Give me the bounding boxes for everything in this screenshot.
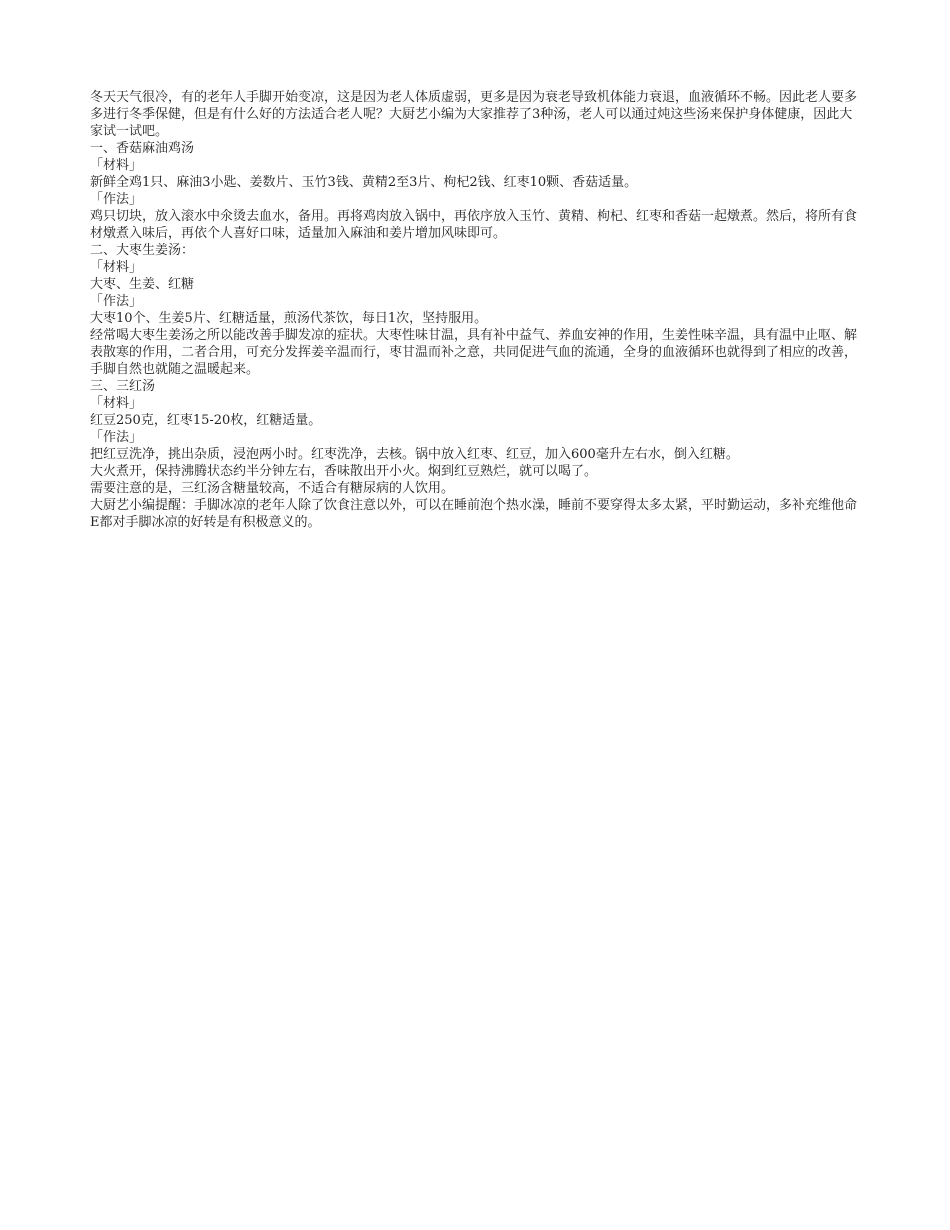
- section-2-method: 大枣10个、生姜5片、红糖适量，煎汤代茶饮，每日1次，坚持服用。: [90, 311, 488, 326]
- intro-paragraph: 冬天天气很冷，有的老年人手脚开始变凉，这是因为老人体质虚弱，更多是因为衰老导致机体能力衰退，血液循环不畅。因此老人要多多进行冬季保健，但是有什么好的方法适合老人呢？大厨艺小编为大家推荐了3种汤，老人可以通过炖这些汤来保护身体健康，因此大家试一试吧。: [90, 90, 858, 139]
- section-3-materials-label: 「材料」: [90, 396, 143, 411]
- section-3-materials: 红豆250克，红枣15-20枚，红糖适量。: [90, 413, 322, 428]
- section-3-heading: 三、三红汤: [90, 379, 156, 394]
- section-2-materials: 大枣、生姜、红糖: [90, 277, 195, 292]
- section-3-method-step-1: 把红豆洗净，挑出杂质，浸泡两小时。红枣洗净，去核。锅中放入红枣、红豆，加入600毫升左右水，倒入红糖。: [90, 447, 739, 462]
- section-1-method: 鸡只切块，放入滚水中氽烫去血水，备用。再将鸡肉放入锅中，再依序放入玉竹、黄精、枸杞、红枣和香菇一起燉煮。然后，将所有食材燉煮入味后，再依个人喜好口味，适量加入麻油和姜片增加风味即可。: [90, 209, 858, 241]
- section-2-explanation: 经常喝大枣生姜汤之所以能改善手脚发凉的症状。大枣性味甘温，具有补中益气、养血安神的作用，生姜性味辛温，具有温中止呕、解表散寒的作用，二者合用，可充分发挥姜辛温而行，枣甘温而补之意，共同促进气血的流通，全身的血液循环也就得到了相应的改善，手脚自然也就随之温暖起来。: [90, 328, 858, 377]
- section-3-method-step-2: 大火煮开，保持沸腾状态约半分钟左右，香味散出开小火。焖到红豆熟烂，就可以喝了。: [90, 464, 598, 479]
- section-3-note: 需要注意的是，三红汤含糖量较高，不适合有糖尿病的人饮用。: [90, 481, 455, 496]
- section-1-materials-label: 「材料」: [90, 158, 143, 173]
- article-body: [90, 89, 865, 531]
- section-1-heading: 一、香菇麻油鸡汤: [90, 141, 195, 156]
- closing-tip: 大厨艺小编提醒：手脚冰凉的老年人除了饮食注意以外，可以在睡前泡个热水澡，睡前不要穿得太多太紧，平时勤运动，多补充维他命E都对手脚冰凉的好转是有积极意义的。: [90, 498, 858, 530]
- section-3-method-label: 「作法」: [90, 430, 143, 445]
- section-1-materials: 新鲜全鸡1只、麻油3小匙、姜数片、玉竹3钱、黄精2至3片、枸杞2钱、红枣10颗、香菇适量。: [90, 175, 638, 190]
- section-1-method-label: 「作法」: [90, 192, 143, 207]
- section-2-heading: 二、大枣生姜汤：: [90, 243, 195, 258]
- section-2-materials-label: 「材料」: [90, 260, 143, 275]
- section-2-method-label: 「作法」: [90, 294, 143, 309]
